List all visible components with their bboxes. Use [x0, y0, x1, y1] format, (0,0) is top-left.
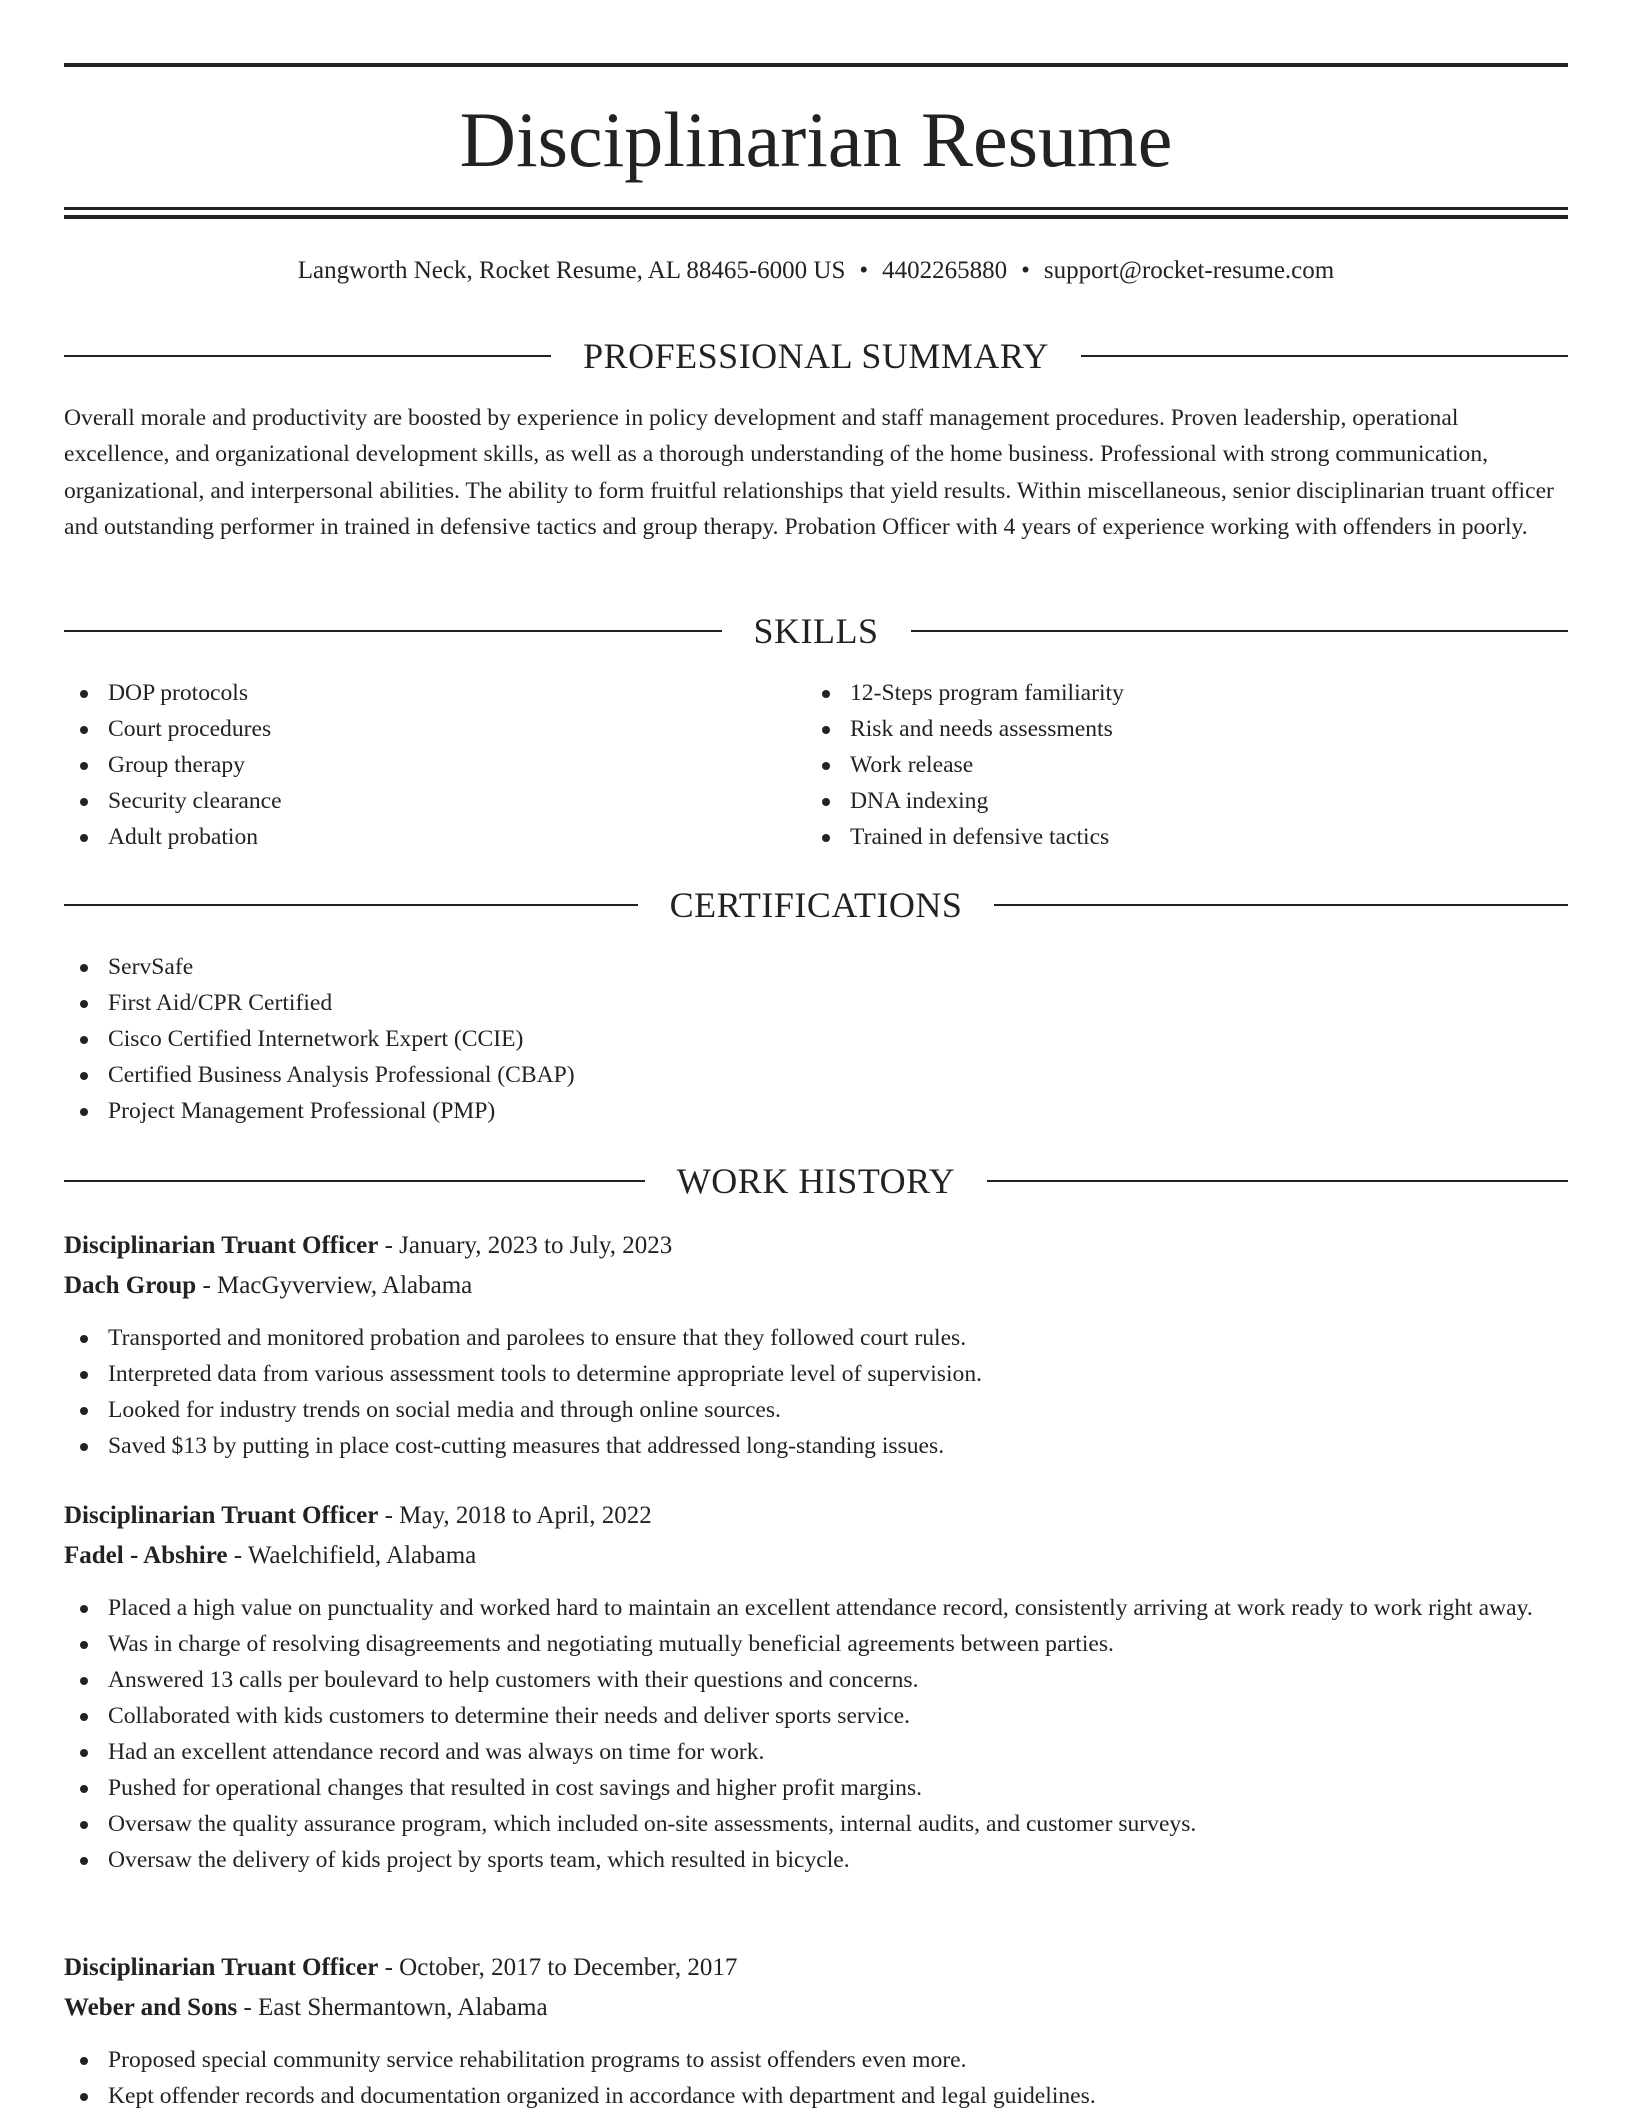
job-duty: Pushed for operational changes that resulted in cost savings and higher profit margins. [64, 1770, 1568, 1806]
job-title-line [64, 1226, 1568, 1266]
job-company-line [64, 1266, 1568, 1306]
section-heading-summary [64, 334, 1568, 378]
skill-item: DOP protocols [64, 675, 804, 711]
job-company: Fadel - Abshire [64, 1542, 228, 1569]
section-title: CERTIFICATIONS [669, 885, 963, 925]
certification-item: ServSafe [64, 949, 1568, 985]
job-entry [64, 1226, 1568, 1464]
job-title-line [64, 1948, 1568, 1988]
skill-item: Risk and needs assessments [806, 711, 1546, 747]
skill-item: Security clearance [64, 783, 804, 819]
job-duty: Transported and monitored probation and parolees to ensure that they followed court rules. [64, 1320, 1568, 1356]
skill-item: Work release [806, 747, 1546, 783]
job-duties-list [64, 1590, 1568, 1878]
contact-address: Langworth Neck, Rocket Resume, AL 88465-6000 US [297, 257, 846, 284]
contact-phone: 4402265880 [882, 257, 1008, 284]
contact-line [64, 254, 1568, 288]
title-rule-lower [64, 215, 1568, 219]
section-heading-work-history [64, 1159, 1568, 1203]
job-company: Weber and Sons [64, 1994, 238, 2021]
certification-item: Project Management Professional (PMP) [64, 1093, 1568, 1129]
job-entry [64, 1948, 1568, 2114]
heading-rule [64, 355, 551, 357]
job-dates: - January, 2023 to July, 2023 [384, 1232, 673, 1259]
job-location: - Waelchifield, Alabama [233, 1542, 477, 1569]
job-title: Disciplinarian Truant Officer [64, 1954, 379, 1981]
heading-rule [994, 904, 1568, 906]
job-dates: - October, 2017 to December, 2017 [384, 1954, 738, 1981]
job-duties-list [64, 1320, 1568, 1464]
job-duty: Kept offender records and documentation organized in accordance with department and legal guidelines. [64, 2078, 1568, 2114]
skill-item: Adult probation [64, 819, 804, 855]
job-duty: Looked for industry trends on social media and through online sources. [64, 1392, 1568, 1428]
heading-rule [64, 1180, 645, 1182]
section-heading-certifications [64, 883, 1568, 927]
job-duty: Proposed special community service rehabilitation programs to assist offenders even more. [64, 2042, 1568, 2078]
skills-list-left [64, 675, 804, 855]
certification-item: First Aid/CPR Certified [64, 985, 1568, 1021]
skill-item: DNA indexing [806, 783, 1546, 819]
job-title-line [64, 1496, 1568, 1536]
job-dates: - May, 2018 to April, 2022 [384, 1502, 652, 1529]
heading-rule [64, 904, 638, 906]
skill-item: 12-Steps program familiarity [806, 675, 1546, 711]
skill-item: Group therapy [64, 747, 804, 783]
section-title: SKILLS [753, 611, 879, 651]
contact-email: support@rocket-resume.com [1043, 257, 1335, 284]
contact-separator: • [1021, 257, 1030, 284]
certifications-list [64, 949, 1568, 1129]
job-duty: Answered 13 calls per boulevard to help customers with their questions and concerns. [64, 1662, 1568, 1698]
job-duty: Placed a high value on punctuality and worked hard to maintain an excellent attendance record, consistently arriving at work ready to work right away. [64, 1590, 1568, 1626]
heading-rule [987, 1180, 1568, 1182]
job-duty: Oversaw the quality assurance program, which included on-site assessments, internal audits, and customer surveys. [64, 1806, 1568, 1842]
heading-rule [64, 630, 722, 632]
job-title: Disciplinarian Truant Officer [64, 1502, 379, 1529]
summary-text: Overall morale and productivity are boosted by experience in policy development and staff management procedures. Proven leadership, operational excellence, and organizational development skills, as well as a thorough understanding of the home business. Professional with strong communication, organizational, and interpersonal abilities. The ability to form fruitful relationships that yield results. Within miscellaneous, senior disciplinarian truant officer and outstanding performer in trained in defensive tactics and group therapy. Probation Officer with 4 years of experience working with offenders in poorly. [64, 405, 1554, 541]
job-duty: Oversaw the delivery of kids project by sports team, which resulted in bicycle. [64, 1842, 1568, 1878]
heading-rule [1081, 355, 1568, 357]
job-entry [64, 1496, 1568, 1878]
skill-item: Trained in defensive tactics [806, 819, 1546, 855]
skill-item: Court procedures [64, 711, 804, 747]
job-duty: Saved $13 by putting in place cost-cutting measures that addressed long-standing issues. [64, 1428, 1568, 1464]
job-company: Dach Group [64, 1272, 197, 1299]
heading-rule [911, 630, 1569, 632]
job-duty: Interpreted data from various assessment tools to determine appropriate level of supervision. [64, 1356, 1568, 1392]
section-title: PROFESSIONAL SUMMARY [583, 336, 1049, 376]
title-rule-upper [64, 207, 1568, 210]
certification-item: Cisco Certified Internetwork Expert (CCIE) [64, 1021, 1568, 1057]
top-rule [64, 63, 1568, 67]
job-duties-list [64, 2042, 1568, 2114]
job-duty: Was in charge of resolving disagreements and negotiating mutually beneficial agreements between parties. [64, 1626, 1568, 1662]
job-location: - East Shermantown, Alabama [243, 1994, 548, 2021]
job-company-line [64, 1536, 1568, 1576]
job-title: Disciplinarian Truant Officer [64, 1232, 379, 1259]
section-heading-skills [64, 609, 1568, 653]
resume-title: Disciplinarian Resume [459, 96, 1173, 183]
job-duty: Had an excellent attendance record and was always on time for work. [64, 1734, 1568, 1770]
certification-item: Certified Business Analysis Professional (CBAP) [64, 1057, 1568, 1093]
contact-separator: • [859, 257, 869, 284]
job-duty: Collaborated with kids customers to determine their needs and deliver sports service. [64, 1698, 1568, 1734]
skills-list-right [806, 675, 1546, 855]
job-location: - MacGyverview, Alabama [202, 1272, 473, 1299]
job-company-line [64, 1988, 1568, 2028]
section-title: WORK HISTORY [676, 1161, 956, 1201]
